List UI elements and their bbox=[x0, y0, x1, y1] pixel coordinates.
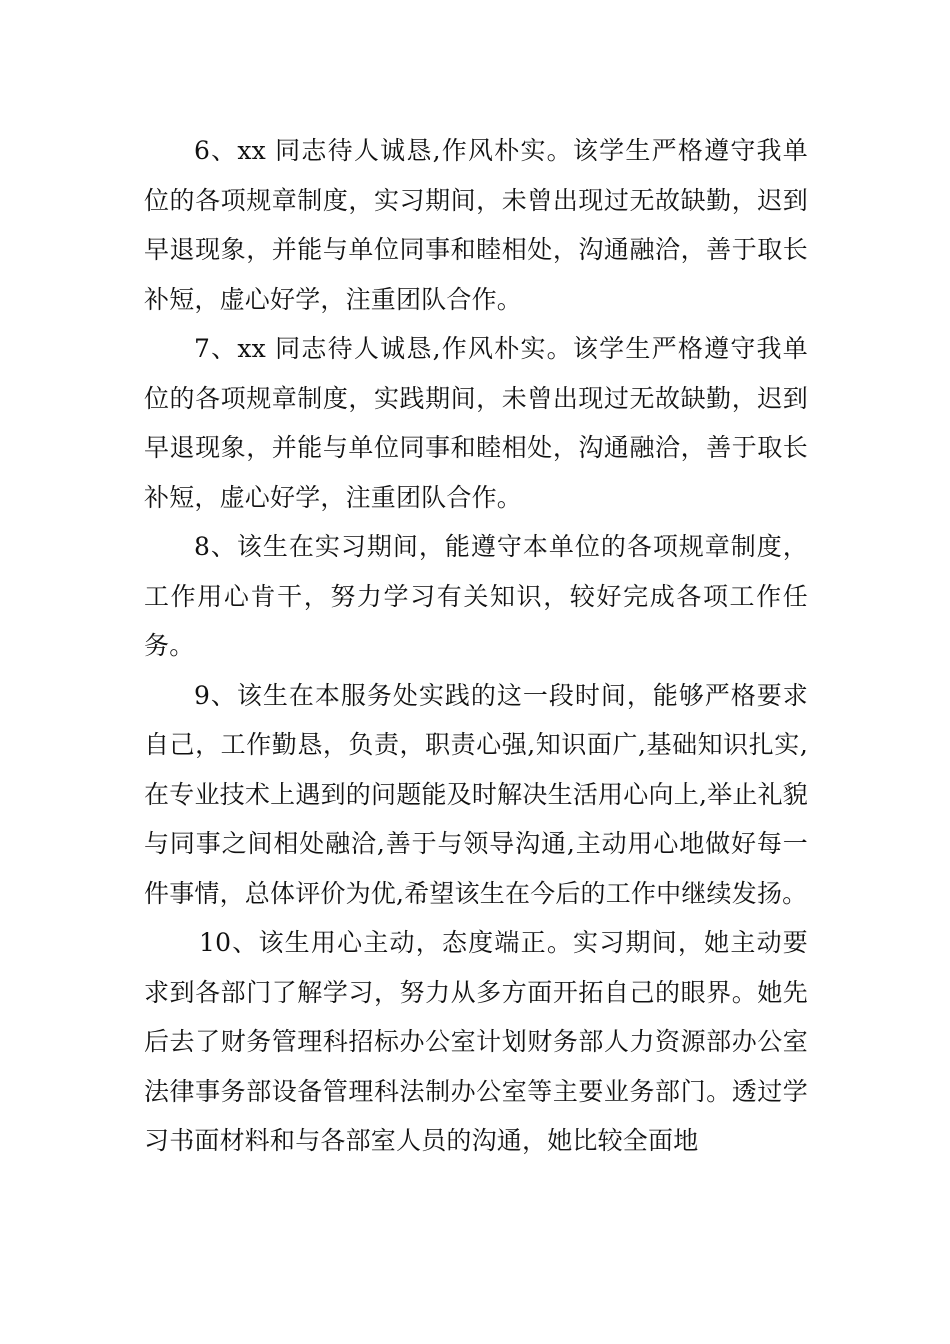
paragraph-6: 6、xx 同志待人诚恳,作风朴实。该学生严格遵守我单位的各项规章制度，实习期间，未曾出现过无故缺勤，迟到早退现象，并能与单位同事和睦相处，沟通融洽，善于取长补短，虚心好学，注重团队合作。 bbox=[144, 136, 808, 314]
document-body bbox=[144, 126, 808, 1166]
paragraph-10: 10、该生用心主动，态度端正。实习期间，她主动要求到各部门了解学习，努力从多方面开拓自己的眼界。她先后去了财务管理科招标办公室计划财务部人力资源部办公室法律事务部设备管理科法制办公室等主要业务部门。透过学习书面材料和与各部室人员的沟通，她比较全面地 bbox=[144, 928, 808, 1155]
paragraph-7: 7、xx 同志待人诚恳,作风朴实。该学生严格遵守我单位的各项规章制度，实践期间，未曾出现过无故缺勤，迟到早退现象，并能与单位同事和睦相处，沟通融洽，善于取长补短，虚心好学，注重团队合作。 bbox=[144, 334, 808, 512]
paragraph-8: 8、该生在实习期间，能遵守本单位的各项规章制度，工作用心肯干，努力学习有关知识，较好完成各项工作任务。 bbox=[144, 532, 808, 660]
paragraph-9: 9、该生在本服务处实践的这一段时间，能够严格要求自己，工作勤恳，负责，职责心强,知识面广,基础知识扎实,在专业技术上遇到的问题能及时解决生活用心向上,举止礼貌与同事之间相处融洽,善于与领导沟通,主动用心地做好每一件事情，总体评价为优,希望该生在今后的工作中继续发扬。 bbox=[144, 680, 808, 908]
